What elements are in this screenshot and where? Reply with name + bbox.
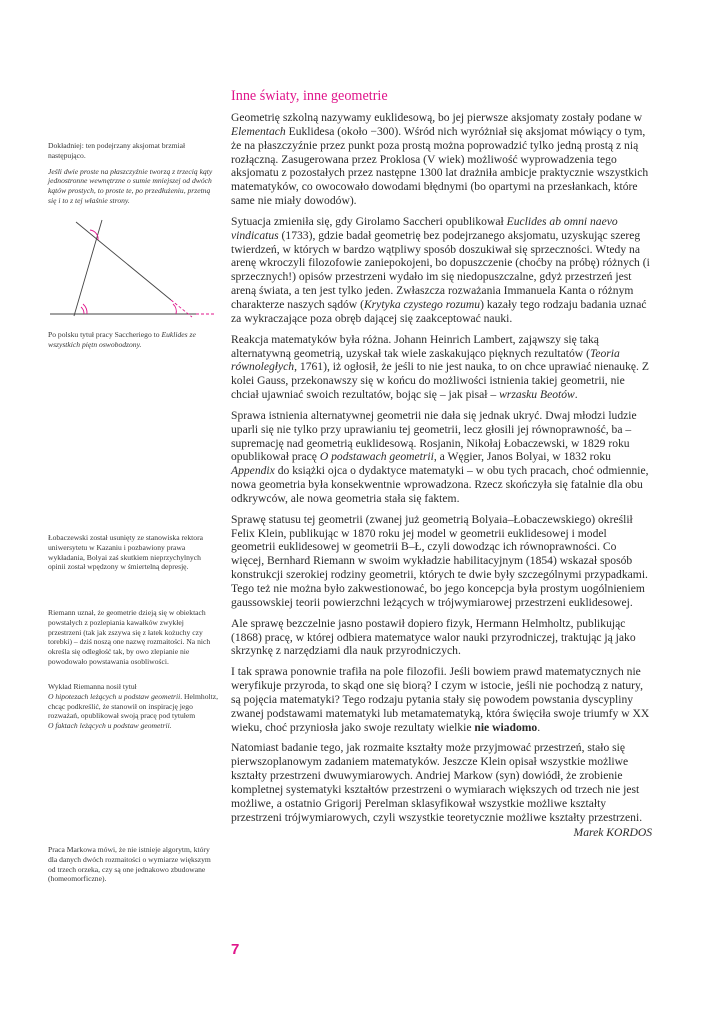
p4-text-e: do książki ojca o dydaktyce matematyki – w obu tych pracach, choć odmiennie, nowa geometria była konsekwentnie wprowadzona. Rzecz skończyła się fatalnie dla obu odkrywców, ale nowa geometria stała się faktem. bbox=[231, 464, 649, 505]
p4-text-c: , a Węgier, Janos Bolyai, w 1832 roku bbox=[433, 450, 611, 464]
sidenote-lecture-line1: Wykład Riemanna nosił tytuł bbox=[48, 682, 137, 691]
p3-text-e: . bbox=[574, 388, 578, 402]
sidenote-lecture-mid: . Helmholtz, chcąc podkreślić, że stanowił on inspirację jego rozważań, opublikował swoją pracę pod tytułem bbox=[48, 691, 218, 721]
p7-bold-nie-wiadomo: nie wiadomo bbox=[474, 720, 538, 734]
p7-text-c: . bbox=[537, 720, 541, 734]
parallel-postulate-figure bbox=[46, 218, 216, 323]
paragraph-4 bbox=[231, 409, 652, 506]
paragraph-2 bbox=[231, 215, 652, 326]
sidenote-lecture-title1: O hipotezach leżących u podstaw geometrii bbox=[48, 691, 181, 701]
p3-italic-beotow: wrzasku Beotów bbox=[499, 388, 575, 402]
p3-text-a: Reakcja matematyków była różna. Johann Heinrich Lambert, zająwszy się taką alternatywną geometrią, uzyskał tak wiele zaskakująco pięknych rezultatów ( bbox=[231, 332, 599, 360]
sidenote-saccheri bbox=[48, 330, 218, 350]
sidenote-markov bbox=[48, 845, 218, 884]
sidenote-axiom-intro: Dokładniej: ten podejrzany aksjomat brzmiał następująco. bbox=[48, 141, 186, 160]
p7-text-a: I tak sprawa ponownie trafiła na pole filozofii. Jeśli bowiem prawd matematycznych nie weryfikuje przyroda, to skąd one się biorą? I czym w istocie, jeśli nie pochodzą z natury, są pojęcia matematyki? Tego rodzaju pytania stały się powodem powstania dyscypliny zwanej podstawami matematyki lub metamatematyką, która święciła swoje triumfy w XX wieku, choć przyniosła jako swoje rezultaty wielkie bbox=[231, 665, 650, 734]
p4-text-a: Sprawa istnienia alternatywnej geometrii nie dała się jednak ukryć. Dwaj młodzi ludzie uparli się nie tylko przy uprawianiu tej geometrii, lecz głosili jej równoprawność, ba – supremację nad geometrią euklidesową. Rosjanin, Nikołaj Łobaczewski, w 1829 roku opublikował pracę bbox=[231, 408, 637, 464]
p3-text-c: , 1761), iż ogłosił, że jeśli to nie jest nauka, to on chce uprawiać nienaukę. Z kolei Gauss, przekonawszy się w końcu do możliwości istnienia takiej geometrii, nie chciał ujawniać swoich rezultatów, bojąc się – jak pisał – bbox=[231, 360, 649, 402]
page-number: 7 bbox=[231, 941, 240, 958]
sidenote-markov-text: Praca Markowa mówi, że nie istnieje algorytm, który dla danych dwóch rozmaitości o wymiarze większym od trzech orzeka, czy są one jednakowo zbudowane (homeomorficzne). bbox=[48, 845, 211, 884]
article-title: Inne światy, inne geometrie bbox=[231, 88, 388, 104]
sidenote-riemann bbox=[48, 608, 218, 667]
paragraph-5: Sprawę statusu tej geometrii (zwanej już geometrią Bolyaia–Łobaczewskiego) określił Felix Klein, publikując w 1870 roku jej model w geometrii euklidesowej i model geometrii euklidesowej w geometrii B–Ł, czyli dowodząc ich równoprawności. Co więcej, Bernhard Riemann w swoim wykładzie habilitacyjnym (1854) wskazał sposób konstrukcji szerokiej rodziny geometrii, których te dwie były szczególnymi przypadkami. Tego też nie można było zakwestionować, bo jego koncepcja była prostym uogólnieniem gaussowskiej teorii powierzchni leżących w trójwymiarowej przestrzeni euklidesowej. bbox=[231, 512, 648, 609]
sidenote-lecture-title2: O faktach leżących u podstaw geometrii. bbox=[48, 721, 172, 731]
sidenote-saccheri-title: Euklides ze wszystkich piętn oswobodzony. bbox=[48, 330, 196, 349]
p2-italic-euclides: Euclides ab omni naevo vindicatus bbox=[231, 214, 618, 242]
p2-italic-krytyka: Krytyka czystego rozumu bbox=[363, 297, 481, 311]
p1-italic-elementach: Elementach bbox=[231, 124, 286, 138]
figure-extension-right bbox=[171, 300, 192, 317]
p4-italic-podstawach: O podstawach geometrii bbox=[319, 450, 434, 464]
sidenote-lecture bbox=[48, 682, 218, 731]
figure-angle-arc-2 bbox=[81, 307, 84, 314]
sidenote-riemann-text: Riemann uznał, że geometrie dzieją się w obiektach powstałych z pozlepiania kawałków zwykłej przestrzeni (tak jak zszywa się z łatek kożuchy czy torebki) – dziś noszą one nazwę rozmaitości. Na nich określa się odległość tak, by owo zlepianie nie powodowało powstawania osobliwości. bbox=[48, 608, 211, 666]
paragraph-1 bbox=[231, 111, 652, 208]
p4-italic-appendix: Appendix bbox=[231, 464, 275, 478]
sidenote-axiom bbox=[48, 141, 218, 206]
paragraph-8: Natomiast badanie tego, jak rozmaite kształty może przyjmować przestrzeń, stało się pierwszoplanowym zadaniem matematyków. Jeszcze Klein opisał wszystkie możliwe kształty przestrzeni dwuwymiarowych. Andriej Markow (syn) dowiódł, że zrobienie kompletnej systematyki kształtów przestrzeni o wymiarach większych od trzech nie jest możliwe, a ostatnio Grigorij Perelman sklasyfikował wszystkie możliwe kształty przestrzeni trójwymiarowych, czyli wszystkie teoretycznie możliwe kształty przestrzeni. bbox=[231, 741, 643, 824]
p1-text-c: Euklidesa (około −300). Wśród nich wyróżniał się aksjomat mówiący o tym, że na płaszczyźnie przez punkt poza prostą można poprowadzić tylko jedną prostą z nią rozłączną. Zasugerowana przez Proklosa (V wiek) możliwość wyprowadzenia tego aksjomatu z pozostałych przez następne 1300 lat drażniła ambicje praktycznie wszystkich matematyków, co owocowało dowodami błędnymi (bo opartymi na przesłankach, które same nie miały dowodów). bbox=[231, 124, 649, 208]
figure-angle-arc-3 bbox=[173, 304, 176, 314]
paragraph-3 bbox=[231, 333, 652, 402]
paragraph-6: Ale sprawę bezczelnie jasno postawił dopiero fizyk, Hermann Helmholtz, publikując (1868) pracę, w której odbiera matematyce walor nauki przyrodniczej, traktując ją jako skrzynkę z narzędziami dla nauk przyrodniczych. bbox=[231, 616, 636, 658]
p2-text-c: (1733), gdzie badał geometrię bez podejrzanego aksjomatu, uzyskując szereg twierdzeń, w których w bardzo wątpliwy sposób doszukiwał się sprzeczności. Wtedy na arenę wkroczyli filozofowie zaniepokojeni, bo dopuszczenie (choćby na próbę) różnych (i sprzecznych!) opisów przestrzeni wydało im się niedopuszczalne, gdyż przestrzeń jest areną świata, a ten jest tylko jeden. Zwłaszcza rozważania Immanuela Kanta o różnym charakterze naszych sądów ( bbox=[231, 228, 650, 311]
sidenote-axiom-text: Jeśli dwie proste na płaszczyźnie tworzą z trzecią kąty jednostronne wewnętrzne o sumie mniejszej od dwóch kątów prostych, to proste te, po przedłużeniu, przetną się i to z tej właśnie strony. bbox=[48, 166, 213, 205]
p2-text-e: ) kazały tego rodzaju badania uznać za wykraczające poza obręb dającej się zaakceptować nauki. bbox=[231, 297, 647, 325]
sidenote-saccheri-text: Po polsku tytuł pracy Saccheriego to bbox=[48, 330, 162, 339]
sidenote-lobachevsky-text: Łobaczewski został usunięty ze stanowiska rektora uniwersytetu w Kazaniu i pozbawiony prawa wykładania, Bolyai zaś skutkiem nieprzychylnych opinii został wpędzony w śmiertelną depresję. bbox=[48, 533, 203, 572]
author-signature: Marek KORDOS bbox=[573, 825, 652, 839]
paragraph-7 bbox=[231, 665, 652, 734]
p1-text-a: Geometrię szkolną nazywamy euklidesową, bo jej pierwsze aksjomaty zostały podane w bbox=[231, 111, 643, 124]
sidenote-lobachevsky bbox=[48, 533, 218, 572]
p2-text-a: Sytuacja zmieniła się, gdy Girolamo Saccheri opublikował bbox=[231, 214, 507, 228]
p3-italic-teoria: Teoria równoległych bbox=[231, 346, 620, 374]
article bbox=[231, 88, 652, 839]
figure-left-line bbox=[74, 220, 102, 316]
